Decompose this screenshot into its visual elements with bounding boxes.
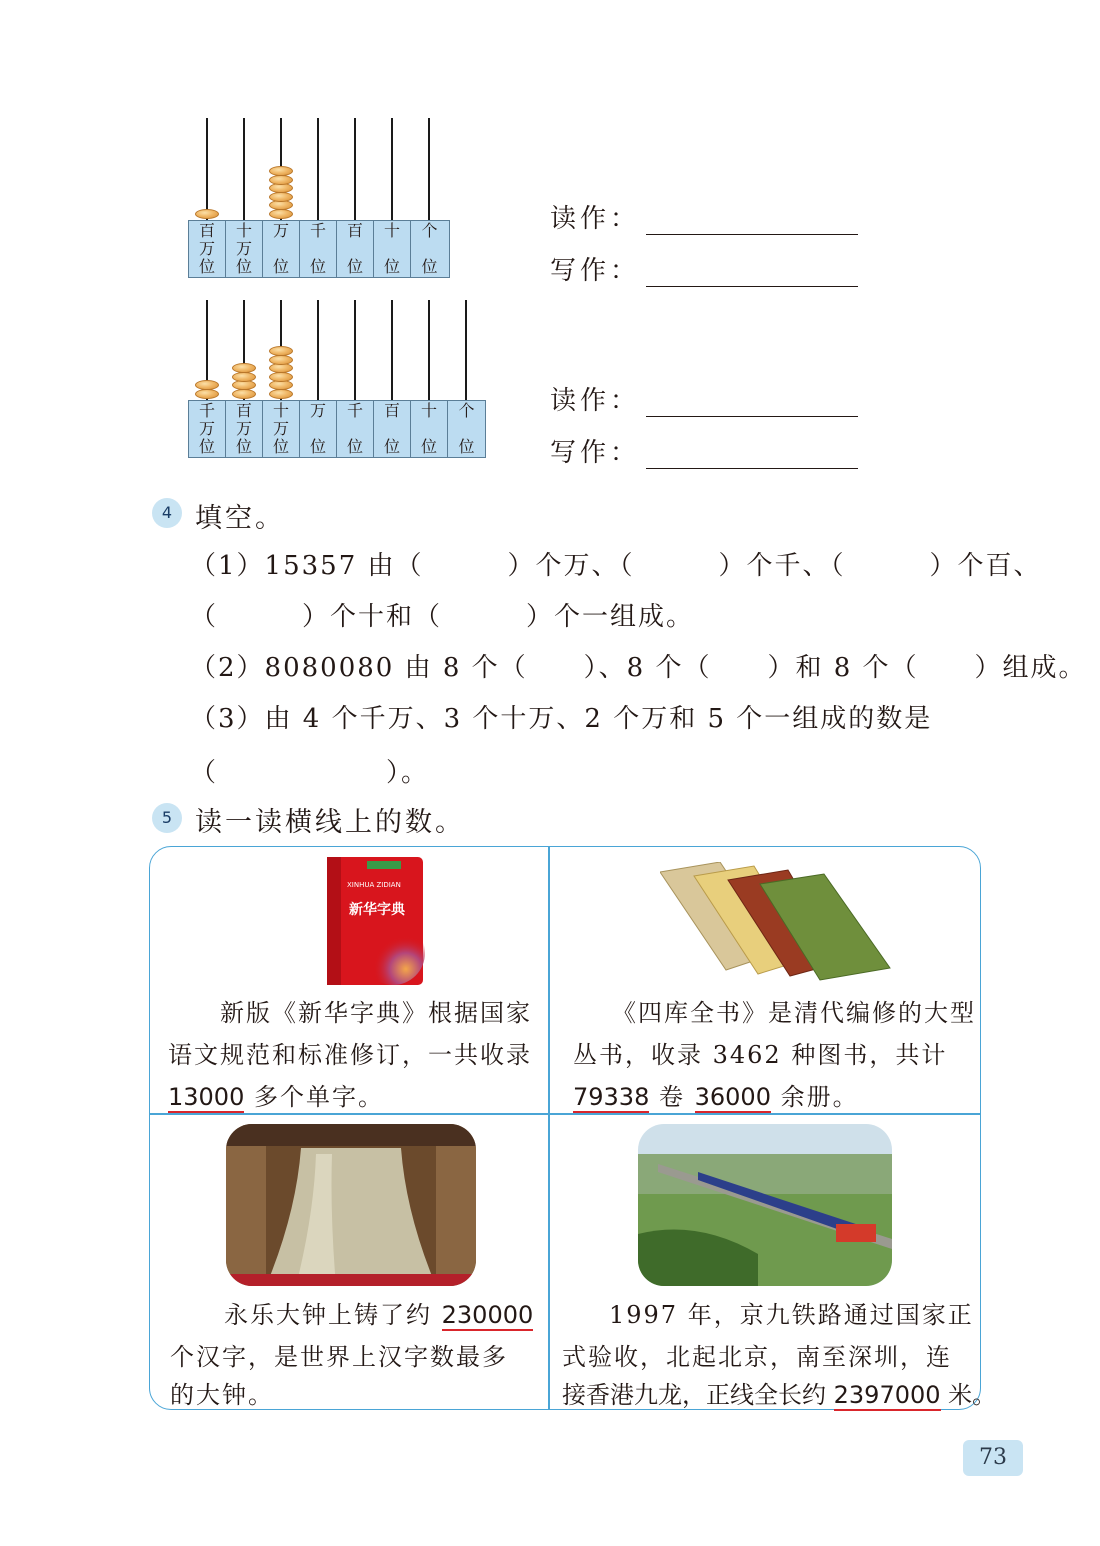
number-36000: 36000 [694,1083,771,1111]
abacus-bead [195,389,219,399]
number-79338: 79338 [573,1083,650,1111]
read-label: 读作： [550,204,641,234]
place-label: 千 位 [337,401,374,457]
cell-1-line-3: 13000 多个单字。 [168,1083,384,1111]
place-label: 千 万 位 [189,401,226,457]
cell-3-line-2: 个汉字，是世界上汉字数最多 [170,1343,508,1371]
number-13000: 13000 [168,1083,245,1111]
abacus-bead [269,346,293,356]
abacus-bead [269,389,293,399]
abacus-bead [195,380,219,390]
abacus-1-place-labels [188,220,450,278]
place-label: 十 万 位 [226,221,263,277]
abacus-2-write-row [550,432,858,469]
cell-2-line-3: 79338 卷 36000 余册。 [573,1083,859,1111]
abacus-bead [232,372,256,382]
place-label: 百 位 [337,221,374,277]
abacus-rod [317,300,319,400]
ancient-books-image [660,862,896,982]
write-label: 写作： [550,438,641,468]
abacus-1-read-row [550,198,858,235]
abacus-rod [354,118,356,220]
cell-2-line-2: 丛书，收录 3462 种图书，共计 [573,1041,948,1069]
read-answer-line[interactable] [646,386,858,417]
abacus-bead [269,200,293,210]
abacus-bead [269,363,293,373]
dictionary-title: 新华字典 [349,902,405,918]
railway-train-image [638,1124,892,1286]
abacus-rod [391,118,393,220]
abacus-rod [391,300,393,400]
read-answer-line[interactable] [646,204,858,235]
cell-2-line-1: 《四库全书》是清代编修的大型 [612,999,976,1027]
question-4-title: 填空。 [195,503,285,534]
place-label: 十 位 [374,221,411,277]
abacus-rod [243,118,245,220]
page-number: 73 [963,1440,1023,1476]
cell-3-line-1: 永乐大钟上铸了约 230000 [224,1301,534,1329]
q4-line-3: （2）8080080 由 8 个（ ）、8 个（ ）和 8 个（ ）组成。 [190,653,1087,683]
question-4-number: 4 [152,498,182,528]
abacus-bead [232,380,256,390]
place-label: 万 位 [300,401,337,457]
table-divider-vertical [548,847,550,1409]
q4-line-1: （1）15357 由（ ）个万、（ ）个千、（ ）个百、 [190,551,1042,581]
place-label: 百 位 [374,401,411,457]
yongle-bell-image [226,1124,476,1286]
place-label: 千 位 [300,221,337,277]
number-230000: 230000 [441,1301,534,1329]
dictionary-pinyin: XINHUA ZIDIAN [347,881,401,889]
place-label: 十 位 [411,401,448,457]
place-label: 百 万 位 [226,401,263,457]
abacus-bead [232,389,256,399]
place-label: 十 万 位 [263,401,300,457]
question-5-title: 读一读横线上的数。 [195,807,465,838]
abacus-rod [465,300,467,400]
cell-3-line-3: 的大钟。 [170,1381,274,1409]
place-label: 个 位 [421,221,438,276]
abacus-bead [269,209,293,219]
q4-line-2: （ ）个十和（ ）个一组成。 [190,602,695,632]
write-answer-line[interactable] [646,438,858,469]
cell-4-line-2: 式验收，北起北京，南至深圳，连 [562,1343,952,1371]
abacus-bead [232,363,256,373]
q4-line-4: （3）由 4 个千万、3 个十万、2 个万和 5 个一组成的数是 [190,704,933,734]
number-2397000: 2397000 [833,1381,941,1409]
abacus-rod [428,300,430,400]
question-5-number: 5 [152,803,182,833]
q4-line-5: （ ）。 [190,758,430,788]
abacus-bead [269,175,293,185]
dictionary-image [323,855,427,987]
abacus-1-write-row [550,250,858,287]
write-label: 写作： [550,256,641,286]
abacus-rod [206,118,208,220]
place-label: 万 位 [263,221,300,277]
abacus-bead [195,209,219,219]
write-answer-line[interactable] [646,256,858,287]
cell-4-line-3: 接香港九龙，正线全长约 2397000 米。 [562,1381,997,1409]
abacus-bead [269,372,293,382]
abacus-2-read-row [550,380,858,417]
abacus-bead [269,192,293,202]
abacus-bead [269,355,293,365]
cell-1-line-2: 语文规范和标准修订，一共收录 [168,1041,532,1069]
abacus-rod [317,118,319,220]
cell-1-line-1: 新版《新华字典》根据国家 [220,999,532,1027]
abacus-rod [428,118,430,220]
place-label: 个 位 [458,401,475,456]
abacus-bead [269,380,293,390]
abacus-bead [269,183,293,193]
cell-4-line-1: 1997 年，京九铁路通过国家正 [609,1301,974,1329]
abacus-rod [354,300,356,400]
read-label: 读作： [550,386,641,416]
place-label: 百 万 位 [189,221,226,277]
abacus-bead [269,166,293,176]
abacus-2-place-labels [188,400,486,458]
